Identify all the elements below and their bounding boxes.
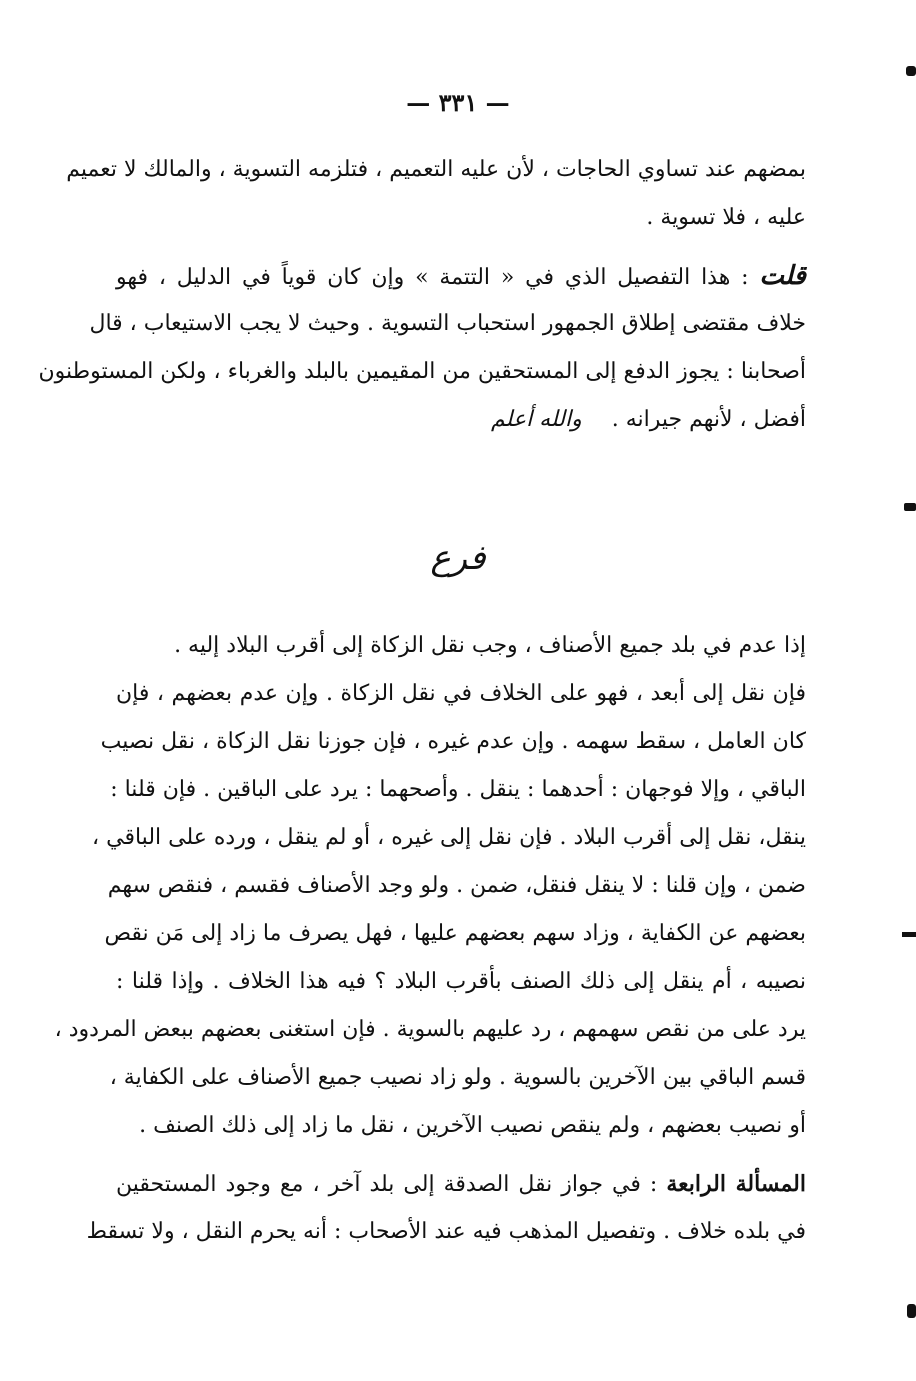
scan-edge-mark	[907, 1304, 916, 1318]
text-line: بمضهم عند تساوي الحاجات ، لأن عليه التعميم ، فتلزمه التسوية ، والمالك لا تعميم	[66, 157, 806, 182]
section-heading: فرع	[430, 538, 486, 578]
paragraph-far	[54, 622, 806, 1150]
text-line: نصيبه ، أم ينقل إلى ذلك الصنف بأقرب البلاد ؟ فيه هذا الخلاف . وإذا قلنا :	[116, 969, 806, 994]
text-line: الباقي ، وإلا فوجهان : أحدهما : ينقل . وأصحهما : يرد على الباقين . فإن قلنا :	[110, 777, 806, 802]
text-fragment: : هذا التفصيل الذي في « التتمة » وإن كان قوياً في الدليل ، فهو	[116, 265, 760, 290]
text-fragment: : في جواز نقل الصدقة إلى بلد آخر ، مع وجود المستحقين	[116, 1172, 667, 1197]
text-line: أصحابنا : يجوز الدفع إلى المستحقين من المقيمين بالبلد والغرباء ، ولكن المستوطنون	[38, 359, 806, 384]
text-line: ضمن ، وإن قلنا : لا ينقل فنقل، ضمن . ولو وجد الأصناف فقسم ، فنقص سهم	[107, 873, 806, 898]
scan-edge-mark	[906, 66, 916, 76]
scan-edge-mark	[902, 932, 916, 937]
text-line	[116, 396, 806, 444]
text-line: بعضهم عن الكفاية ، وزاد سهم بعضهم عليها ، فهل يصرف ما زاد إلى مَن نقص	[104, 921, 806, 946]
text-line: ينقل، نقل إلى أقرب البلاد . فإن نقل إلى غيره ، أو لم ينقل ، ورده على الباقي ،	[92, 825, 806, 850]
text-line	[116, 252, 806, 300]
text-line: في بلده خلاف . وتفصيل المذهب فيه عند الأصحاب : أنه يحرم النقل ، ولا تسقط	[86, 1219, 806, 1244]
page-number: — ٣٣١ —	[406, 88, 510, 117]
text-line: إذا عدم في بلد جميع الأصناف ، وجب نقل الزكاة إلى أقرب البلاد إليه .	[174, 633, 806, 658]
text-line	[116, 1160, 806, 1208]
paragraph-continuation	[66, 146, 806, 242]
text-line: عليه ، فلا تسوية .	[646, 205, 806, 230]
text-fragment: أفضل ، لأنهم جيرانه .	[611, 407, 806, 432]
closing-formula: والله أعلم	[491, 407, 582, 432]
scan-edge-mark	[904, 503, 916, 511]
paragraph-qult	[38, 252, 806, 444]
text-line: فإن نقل إلى أبعد ، فهو على الخلاف في نقل الزكاة . وإن عدم بعضهم ، فإن	[116, 681, 806, 706]
text-line: كان العامل ، سقط سهمه . وإن عدم غيره ، فإن جوزنا نقل الزكاة ، نقل نصيب	[100, 729, 806, 754]
text-line: يرد على من نقص سهمهم ، رد عليهم بالسوية . فإن استغنى بعضهم ببعض المردود ،	[54, 1017, 806, 1042]
masala-label: المسألة الرابعة	[666, 1171, 806, 1197]
qult-label: قلت	[759, 261, 806, 291]
text-line: أو نصيب بعضهم ، ولم ينقص نصيب الآخرين ، نقل ما زاد إلى ذلك الصنف .	[139, 1113, 806, 1138]
text-line: قسم الباقي بين الآخرين بالسوية . ولو زاد نصيب جميع الأصناف على الكفاية ،	[109, 1065, 806, 1090]
paragraph-masala	[86, 1160, 806, 1256]
text-line: خلاف مقتضى إطلاق الجمهور استحباب التسوية . وحيث لا يجب الاستيعاب ، قال	[89, 311, 806, 336]
